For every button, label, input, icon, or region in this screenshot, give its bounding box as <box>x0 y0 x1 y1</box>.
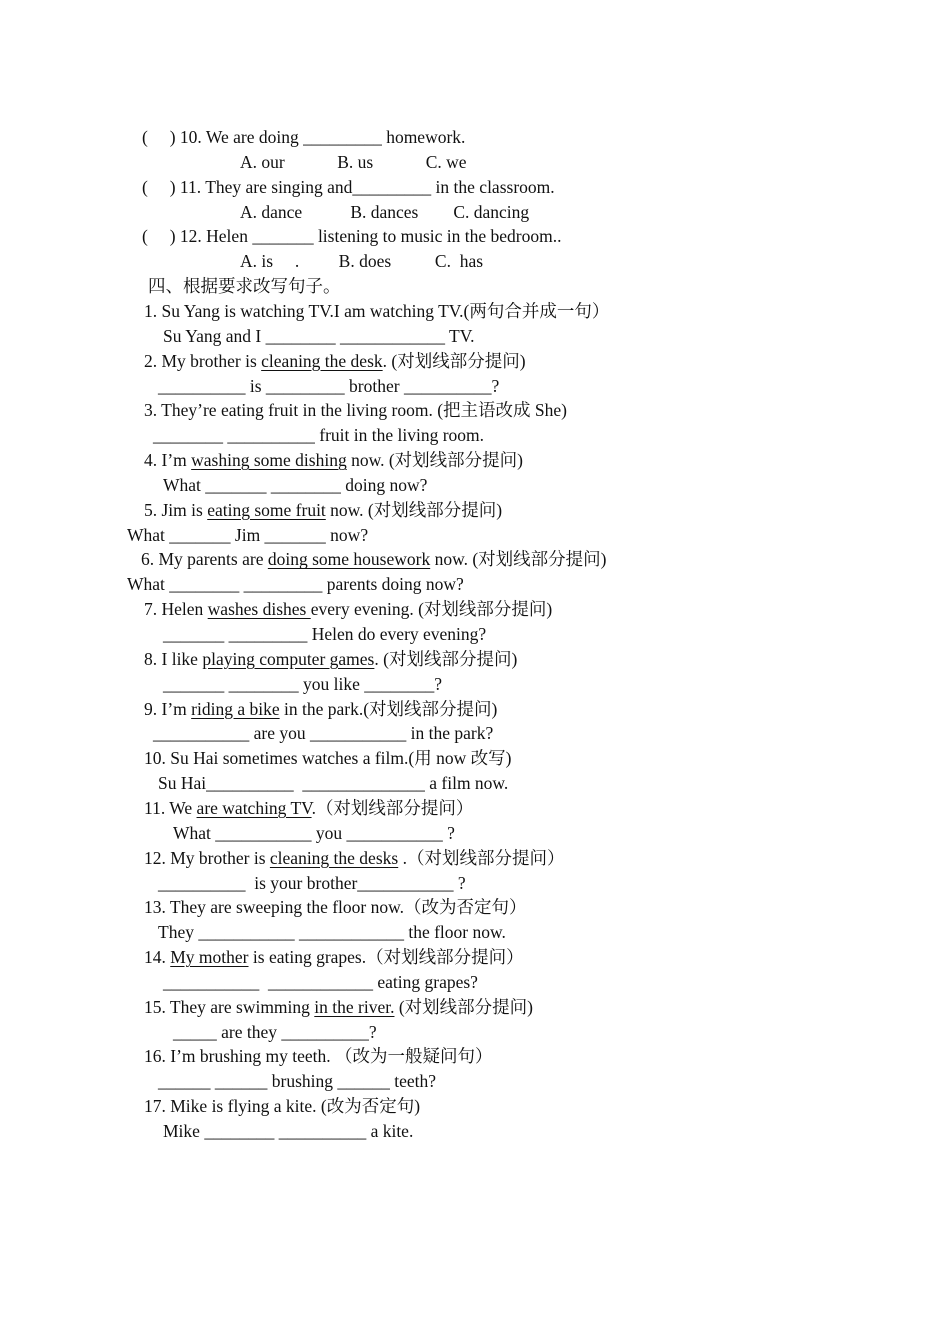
worksheet-line <box>153 722 493 744</box>
line-text: 12. My brother is <box>144 847 270 868</box>
line-text: 16. I’m brushing my teeth. （改为一般疑问句） <box>144 1046 493 1067</box>
line-text: 2. My brother is <box>144 350 262 371</box>
worksheet-line <box>144 1095 420 1117</box>
underlined-phrase: cleaning the desks <box>269 847 399 868</box>
worksheet-line <box>144 499 502 521</box>
line-text: ________ __________ fruit in the living room. <box>153 425 485 446</box>
line-text: is eating grapes.（对划线部分提问） <box>248 947 524 968</box>
line-text: What ________ _________ parents doing now? <box>127 574 464 595</box>
worksheet-line <box>142 176 555 198</box>
worksheet-line <box>158 772 508 794</box>
worksheet-line <box>142 126 465 148</box>
worksheet-line <box>163 971 478 993</box>
worksheet-line <box>144 847 564 869</box>
underlined-phrase: cleaning the desk <box>261 350 383 371</box>
worksheet-line <box>240 201 529 223</box>
line-text: ___________ ____________ eating grapes? <box>163 971 478 992</box>
worksheet-line <box>144 399 567 421</box>
worksheet-line <box>144 598 552 620</box>
worksheet-line <box>127 524 368 546</box>
line-text: now. (对划线部分提问) <box>346 450 523 471</box>
line-text: 14. <box>144 947 171 968</box>
line-text: 10. Su Hai sometimes watches a film.(用 now 改写) <box>144 748 512 769</box>
line-text: _______ ________ you like ________? <box>163 673 443 694</box>
line-text: now. (对划线部分提问) <box>430 549 607 570</box>
line-text: 4. I’m <box>144 450 192 471</box>
line-text: What _______ Jim _______ now? <box>127 524 369 545</box>
underlined-phrase: washes dishes <box>207 599 311 620</box>
worksheet-line <box>144 797 473 819</box>
line-text: .（对划线部分提问） <box>398 847 565 868</box>
line-text: in the park.(对划线部分提问) <box>279 698 498 719</box>
underlined-phrase: in the river. <box>314 996 395 1017</box>
line-text: _____ are they __________? <box>173 1021 377 1042</box>
line-text: 3. They’re eating fruit in the living room. (把主语改成 She) <box>144 400 567 421</box>
line-text: __________ is your brother___________ ? <box>158 872 466 893</box>
worksheet-line <box>163 1120 413 1142</box>
worksheet-line <box>144 747 511 769</box>
line-text: A. is . B. does C. has <box>240 251 484 272</box>
worksheet-line <box>163 673 442 695</box>
line-text: 17. Mike is flying a kite. (改为否定句) <box>144 1096 421 1117</box>
line-text: ___________ are you ___________ in the park? <box>153 723 494 744</box>
line-text: 四、根据要求改写句子。 <box>148 276 341 297</box>
worksheet-line <box>144 896 527 918</box>
line-text: . (对划线部分提问) <box>382 350 526 371</box>
worksheet-line <box>144 996 533 1018</box>
line-text: ( ) 12. Helen _______ listening to music in the bedroom.. <box>142 226 562 247</box>
underlined-phrase: riding a bike <box>191 698 280 719</box>
underlined-phrase: playing computer games <box>202 648 375 669</box>
line-text: A. dance B. dances C. dancing <box>240 201 530 222</box>
line-text: ( ) 11. They are singing and_________ in the classroom. <box>142 176 555 197</box>
worksheet-line <box>163 325 474 347</box>
line-text: __________ is _________ brother __________? <box>158 375 500 396</box>
worksheet-line <box>148 275 341 297</box>
line-text: 1. Su Yang is watching TV.I am watching TV.(两句合并成一句） <box>144 300 610 321</box>
worksheet-line <box>144 350 526 372</box>
line-text: What _______ ________ doing now? <box>163 474 428 495</box>
worksheet-line <box>158 921 506 943</box>
worksheet-line <box>163 623 486 645</box>
underlined-phrase: My mother <box>170 947 249 968</box>
line-text: Su Hai__________ ______________ a film now. <box>158 773 509 794</box>
worksheet-line <box>240 151 467 173</box>
line-text: A. our B. us C. we <box>240 151 467 172</box>
worksheet-line <box>158 1070 436 1092</box>
line-text: Su Yang and I ________ ____________ TV. <box>163 325 475 346</box>
line-text: .（对划线部分提问） <box>311 797 474 818</box>
line-text: 15. They are swimming <box>144 996 315 1017</box>
line-text: 5. Jim is <box>144 499 208 520</box>
line-text: now. (对划线部分提问) <box>325 499 503 520</box>
line-text: 13. They are sweeping the floor now.（改为否定句） <box>144 897 527 918</box>
worksheet-line <box>142 225 561 247</box>
line-text: 8. I like <box>144 648 203 669</box>
worksheet-line <box>127 573 464 595</box>
worksheet-line <box>163 474 427 496</box>
worksheet-line <box>173 1021 377 1043</box>
line-text: ( ) 10. We are doing _________ homework. <box>142 127 466 147</box>
underlined-phrase: doing some housework <box>267 549 431 570</box>
line-text: every evening. (对划线部分提问) <box>310 599 553 620</box>
line-text: . (对划线部分提问) <box>374 648 518 669</box>
worksheet-line <box>144 300 609 322</box>
worksheet-line <box>173 822 455 844</box>
line-text: 6. My parents are <box>141 549 268 570</box>
worksheet-line <box>141 548 606 570</box>
underlined-phrase: washing some dishing <box>191 450 347 471</box>
worksheet-line <box>144 946 524 968</box>
worksheet-line <box>153 424 484 446</box>
worksheet-line <box>158 375 499 397</box>
line-text: What ___________ you ___________ ? <box>173 822 455 843</box>
worksheet-line <box>158 872 466 894</box>
worksheet-line <box>144 1045 493 1067</box>
line-text: _______ _________ Helen do every evening? <box>163 624 487 644</box>
line-text: Mike ________ __________ a kite. <box>163 1121 414 1141</box>
worksheet-line <box>144 648 517 670</box>
line-text: 11. We <box>144 797 197 818</box>
line-text: ______ ______ brushing ______ teeth? <box>158 1071 437 1092</box>
line-text: 9. I’m <box>144 698 192 719</box>
worksheet-line <box>144 449 523 471</box>
line-text: They ___________ ____________ the floor now. <box>158 922 506 943</box>
worksheet-line <box>144 698 497 720</box>
underlined-phrase: are watching TV <box>196 797 312 818</box>
line-text: 7. Helen <box>144 599 208 620</box>
underlined-phrase: eating some fruit <box>207 499 326 520</box>
worksheet-line <box>240 250 483 272</box>
line-text: (对划线部分提问) <box>394 996 533 1017</box>
